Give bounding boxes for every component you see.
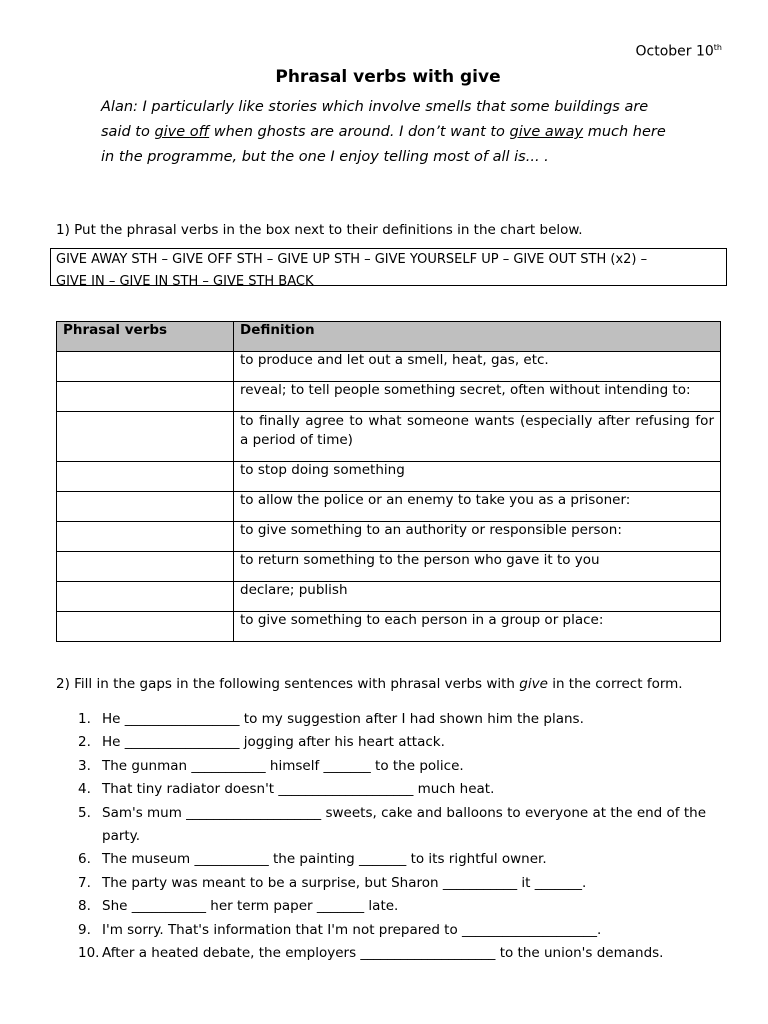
chart-row [57, 582, 721, 612]
chart-row [57, 412, 721, 462]
verb-cell[interactable] [57, 522, 234, 552]
sentence-item [56, 848, 726, 871]
chart-row [57, 382, 721, 412]
sentence-item [56, 802, 726, 849]
verb-cell[interactable] [57, 462, 234, 492]
sentence-item [56, 942, 726, 965]
definition-cell: to allow the police or an enemy to take you as a prisoner: [234, 492, 721, 522]
chart-row [57, 352, 721, 382]
definition-cell: to produce and let out a smell, heat, gas, etc. [234, 352, 721, 382]
sentence-text: That tiny radiator doesn't ____________________ much heat. [102, 781, 495, 798]
sentence-text: The museum ___________ the painting _______ to its rightful owner. [102, 851, 547, 868]
chart-row [57, 492, 721, 522]
verb-cell[interactable] [57, 492, 234, 522]
verb-cell[interactable] [57, 412, 234, 462]
question-2: 2) Fill in the gaps in the following sentences with phrasal verbs with give in the correct form. [56, 676, 683, 692]
definitions-chart [56, 321, 721, 642]
definition-cell: to give something to each person in a group or place: [234, 612, 721, 642]
verb-cell[interactable] [57, 382, 234, 412]
chart-row [57, 462, 721, 492]
header-definition: Definition [234, 322, 721, 352]
chart-row [57, 612, 721, 642]
definition-cell: to finally agree to what someone wants (especially after refusing for a period of time) [234, 412, 721, 462]
sentence-item [56, 872, 726, 895]
sentence-number: 2. [78, 734, 91, 751]
sentence-text: He _________________ jogging after his heart attack. [102, 734, 445, 751]
sentence-number: 7. [78, 874, 91, 891]
chart-row [57, 522, 721, 552]
sentence-text: The gunman ___________ himself _______ to the police. [102, 757, 464, 774]
date: October 10th [635, 43, 722, 60]
sentence-text: I'm sorry. That's information that I'm not prepared to ____________________. [102, 921, 602, 938]
sentence-item [56, 708, 726, 731]
word-box-line: GIVE IN – GIVE IN STH – GIVE STH BACK [56, 274, 314, 289]
definition-cell: to stop doing something [234, 462, 721, 492]
verb-cell[interactable] [57, 352, 234, 382]
sentence-number: 6. [78, 851, 91, 868]
underlined-verb: give off [154, 124, 210, 140]
sentence-number: 9. [78, 921, 91, 938]
sentence-number: 3. [78, 757, 91, 774]
sentence-item [56, 731, 726, 754]
header-phrasal-verbs: Phrasal verbs [57, 322, 234, 352]
question-1: 1) Put the phrasal verbs in the box next to their definitions in the chart below. [56, 222, 583, 238]
definition-cell: declare; publish [234, 582, 721, 612]
sentence-text: He _________________ to my suggestion after I had shown him the plans. [102, 711, 584, 727]
chart-row [57, 552, 721, 582]
sentence-text: Sam's mum ____________________ sweets, cake and balloons to everyone at the end of the party. [102, 804, 707, 845]
verb-cell[interactable] [57, 552, 234, 582]
sentence-item [56, 895, 726, 918]
word-box [50, 248, 727, 289]
sentence-number: 1. [78, 711, 91, 727]
sentence-number: 10. [78, 945, 100, 962]
sentence-number: 8. [78, 898, 91, 915]
sentence-item [56, 919, 726, 942]
quote-paragraph: Alan: I particularly like stories which involve smells that some buildings are said to give off when ghosts are around. I don’t want to give away much here in the programme, but the one I enjoy telling most of all is... . [101, 99, 666, 165]
sentence-item [56, 778, 726, 801]
definition-cell: to return something to the person who gave it to you [234, 552, 721, 582]
sentence-number: 5. [78, 804, 91, 821]
underlined-verb: give away [509, 124, 584, 140]
definition-cell: to give something to an authority or responsible person: [234, 522, 721, 552]
page-title: Phrasal verbs with give [275, 67, 501, 87]
verb-cell[interactable] [57, 612, 234, 642]
sentence-list [56, 708, 726, 965]
sentence-text: She ___________ her term paper _______ late. [102, 898, 399, 915]
sentence-number: 4. [78, 781, 91, 798]
sentence-text: After a heated debate, the employers ____________________ to the union's demands. [102, 945, 664, 962]
definition-cell: reveal; to tell people something secret, often without intending to: [234, 382, 721, 412]
sentence-text: The party was meant to be a surprise, but Sharon ___________ it _______. [102, 874, 587, 891]
verb-cell[interactable] [57, 582, 234, 612]
sentence-item [56, 755, 726, 778]
word-box-line: GIVE AWAY STH – GIVE OFF STH – GIVE UP STH – GIVE YOURSELF UP – GIVE OUT STH (x2) – [56, 252, 648, 267]
